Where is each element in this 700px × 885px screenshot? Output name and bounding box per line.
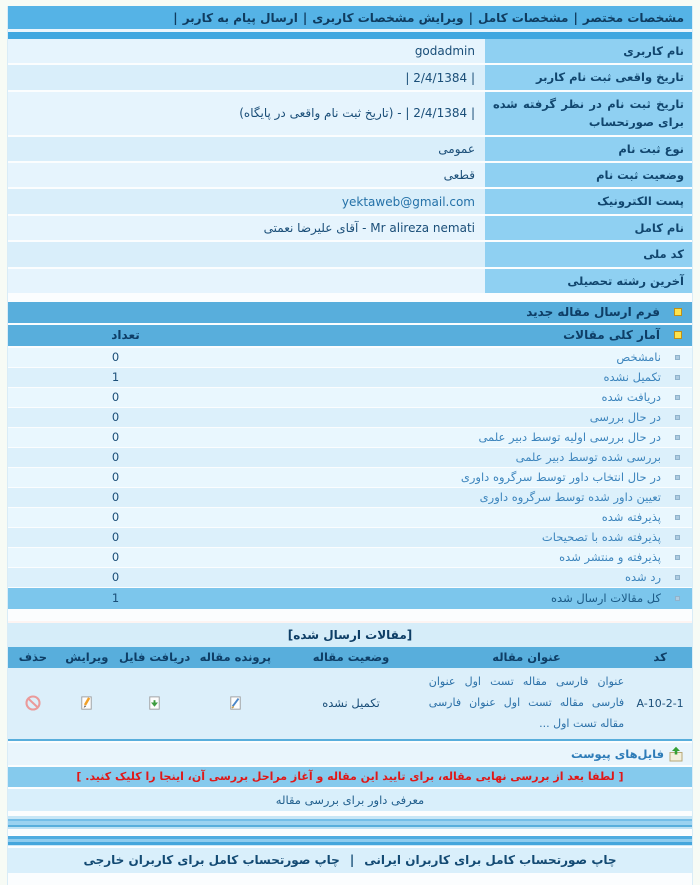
- referee-row: [8, 789, 692, 811]
- print-invoice-foreign-link[interactable]: چاپ صورتحساب کامل برای کاربران خارجی: [83, 853, 340, 868]
- nav-link-full-profile[interactable]: مشخصات کامل: [478, 10, 569, 25]
- stats-count: 0: [111, 450, 120, 465]
- field-value: Mr alireza nemati - آقای علیرضا نعمتی: [8, 216, 485, 240]
- bottom-padding: [8, 873, 692, 885]
- profile-row-last-degree: [8, 269, 692, 293]
- stats-count: 0: [111, 530, 120, 545]
- field-value: godadmin: [8, 39, 485, 63]
- stats-label[interactable]: دریافت شده: [601, 390, 661, 405]
- article-file-button[interactable]: [227, 695, 244, 712]
- small-square-icon: [675, 395, 680, 400]
- small-square-icon: [675, 535, 680, 540]
- download-file-button[interactable]: [146, 695, 163, 712]
- nav-separator: |: [468, 10, 473, 25]
- stats-row: [8, 548, 692, 567]
- small-square-icon: [675, 355, 680, 360]
- profile-row-reg-status: [8, 163, 692, 187]
- profile-row-username: [8, 39, 692, 63]
- stats-row: [8, 508, 692, 527]
- col-header-file: پرونده مقاله: [199, 650, 272, 665]
- accent-strip: [8, 32, 692, 39]
- stats-count: 0: [111, 410, 120, 425]
- stats-label[interactable]: نامشخص: [616, 350, 661, 365]
- yellow-square-icon: [674, 331, 682, 339]
- stats-row: [8, 528, 692, 547]
- nav-separator: |: [173, 10, 178, 25]
- small-square-icon: [675, 475, 680, 480]
- field-value-email: yektaweb@gmail.com: [8, 189, 485, 213]
- footer-separator: |: [349, 853, 355, 868]
- stats-label[interactable]: بررسی شده توسط دبیر علمی: [515, 450, 661, 465]
- article-title: عنوان فارسی مقاله تست اول عنوان فارسی مقاله تست اول عنوان فارسی مقاله تست اول ...: [428, 674, 625, 730]
- field-label: نوع ثبت نام: [485, 137, 692, 161]
- field-label: کد ملی: [485, 242, 692, 266]
- stats-count: 0: [111, 390, 120, 405]
- small-square-icon: [675, 596, 680, 601]
- small-square-icon: [675, 455, 680, 460]
- stats-count: 0: [111, 430, 120, 445]
- stats-count: 0: [111, 510, 120, 525]
- ban-icon: [24, 694, 42, 712]
- stats-row: [8, 388, 692, 407]
- nav-separator: |: [573, 10, 578, 25]
- field-label: آخرین رشته تحصیلی: [485, 269, 692, 293]
- stats-row: [8, 488, 692, 507]
- field-value: عمومی: [8, 137, 485, 161]
- col-header-status: وضعیت مقاله: [312, 650, 390, 665]
- small-square-icon: [675, 415, 680, 420]
- stats-label[interactable]: تعیین داور شده توسط سرگروه داوری: [479, 490, 661, 505]
- field-value: | 2/4/1384 | - (تاریخ ثبت نام واقعی در پایگاه): [8, 92, 485, 135]
- stats-label[interactable]: پذیرفته و منتشر شده: [559, 550, 661, 565]
- articles-table-header: [8, 647, 692, 668]
- section-gap: [8, 295, 692, 302]
- small-square-icon: [675, 495, 680, 500]
- stats-label[interactable]: پذیرفته شده: [601, 510, 661, 525]
- stats-table: [8, 348, 692, 609]
- print-invoice-iranian-link[interactable]: چاپ صورتحساب کامل برای کاربران ایرانی: [364, 853, 617, 868]
- stats-label[interactable]: تکمیل نشده: [603, 370, 661, 385]
- field-label: نام کاربری: [485, 39, 692, 63]
- stats-count: 0: [111, 350, 120, 365]
- articles-section-title: [مقالات ارسال شده]: [8, 623, 692, 647]
- article-code: A-10-2-1: [636, 696, 684, 710]
- stats-total-label[interactable]: کل مقالات ارسال شده: [551, 591, 661, 606]
- yellow-square-icon: [674, 308, 682, 316]
- stats-count: 0: [111, 470, 120, 485]
- stats-row: [8, 368, 692, 387]
- small-square-icon: [675, 555, 680, 560]
- stats-title: آمار کلی مقالات: [563, 328, 660, 343]
- stats-label[interactable]: پذیرفته شده با تصحیحات: [541, 530, 661, 545]
- small-square-icon: [675, 375, 680, 380]
- striped-bar: [8, 835, 692, 846]
- profile-row-full-name: [8, 216, 692, 240]
- section-gap: [8, 610, 692, 623]
- edit-article-button[interactable]: [78, 695, 95, 712]
- stats-label[interactable]: در حال انتخاب داور توسط سرگروه داوری: [460, 470, 661, 485]
- upload-box-icon: [668, 746, 684, 762]
- stats-header-bar: [8, 325, 692, 346]
- stats-row: [8, 448, 692, 467]
- field-value: قطعی: [8, 163, 485, 187]
- striped-bar: [8, 816, 692, 829]
- profile-table: [8, 39, 692, 293]
- page: [0, 6, 700, 868]
- download-page-icon: [146, 695, 163, 712]
- stats-row: [8, 348, 692, 367]
- stats-row: [8, 408, 692, 427]
- col-header-title: عنوان مقاله: [492, 650, 561, 665]
- stats-count: 0: [111, 490, 120, 505]
- col-header-edit: ویرایش: [65, 650, 109, 665]
- stats-count: 0: [111, 550, 120, 565]
- stats-total-count: 1: [111, 591, 120, 606]
- profile-row-real-reg-date: [8, 65, 692, 89]
- nav-separator: |: [302, 10, 308, 25]
- article-status: تکمیل نشده: [322, 696, 380, 711]
- content: [7, 6, 693, 885]
- col-header-code: کد: [653, 650, 667, 665]
- stats-label[interactable]: در حال بررسی: [589, 410, 661, 425]
- field-label: تاریخ ثبت نام در نظر گرفته شده برای صورتحساب: [485, 92, 692, 135]
- field-value: [8, 269, 485, 293]
- profile-row-email: [8, 189, 692, 213]
- field-label: وضعیت ثبت نام: [485, 163, 692, 187]
- profile-row-reg-type: [8, 137, 692, 161]
- col-header-download: دریافت فایل: [118, 650, 191, 665]
- new-article-bar[interactable]: [8, 302, 692, 323]
- field-label: پست الکترونیک: [485, 189, 692, 213]
- profile-row-national-id: [8, 242, 692, 266]
- stats-row: [8, 428, 692, 447]
- referee-link[interactable]: معرفی داور برای بررسی مقاله: [275, 792, 425, 807]
- footer: [8, 848, 692, 873]
- small-square-icon: [675, 515, 680, 520]
- field-label: نام کامل: [485, 216, 692, 240]
- col-header-delete: حذف: [18, 650, 48, 665]
- nav-link-edit-profile[interactable]: ویرایش مشخصات کاربری: [312, 10, 464, 25]
- stats-label[interactable]: رد شده: [624, 570, 661, 585]
- stats-row: [8, 468, 692, 487]
- attachments-row: [8, 743, 692, 765]
- document-pen-icon: [227, 695, 244, 712]
- small-square-icon: [675, 435, 680, 440]
- article-title-cell: [425, 672, 628, 735]
- top-navigation: [8, 6, 692, 29]
- small-square-icon: [675, 575, 680, 580]
- stats-label[interactable]: در حال بررسی اولیه توسط دبیر علمی: [478, 430, 661, 445]
- attachments-label: فایل‌های پیوست: [571, 746, 664, 761]
- pencil-page-icon: [78, 695, 95, 712]
- confirm-notice-link[interactable]: [ لطفا بعد از بررسی نهایی مقاله، برای تایید این مقاله و آغاز مراحل بررسی آن، اینجا را کلیک کنید. ]: [8, 767, 692, 787]
- new-article-link[interactable]: فرم ارسال مقاله جدید: [526, 305, 660, 320]
- article-row: [8, 668, 692, 741]
- profile-row-billing-reg-date: [8, 92, 692, 135]
- nav-link-send-message[interactable]: ارسال پیام به کاربر: [182, 10, 298, 25]
- stats-count-header: تعداد: [111, 328, 140, 343]
- stats-row: [8, 568, 692, 587]
- field-label: تاریخ واقعی ثبت نام کاربر: [485, 65, 692, 89]
- stats-count: 0: [111, 570, 120, 585]
- stats-total-row: [8, 588, 692, 609]
- field-value: | 2/4/1384 |: [8, 65, 485, 89]
- nav-link-brief-profile[interactable]: مشخصات مختصر: [582, 10, 684, 25]
- delete-article-button[interactable]: [24, 694, 42, 712]
- field-value: [8, 242, 485, 266]
- attachments-link[interactable]: [571, 746, 684, 762]
- stats-count: 1: [111, 370, 120, 385]
